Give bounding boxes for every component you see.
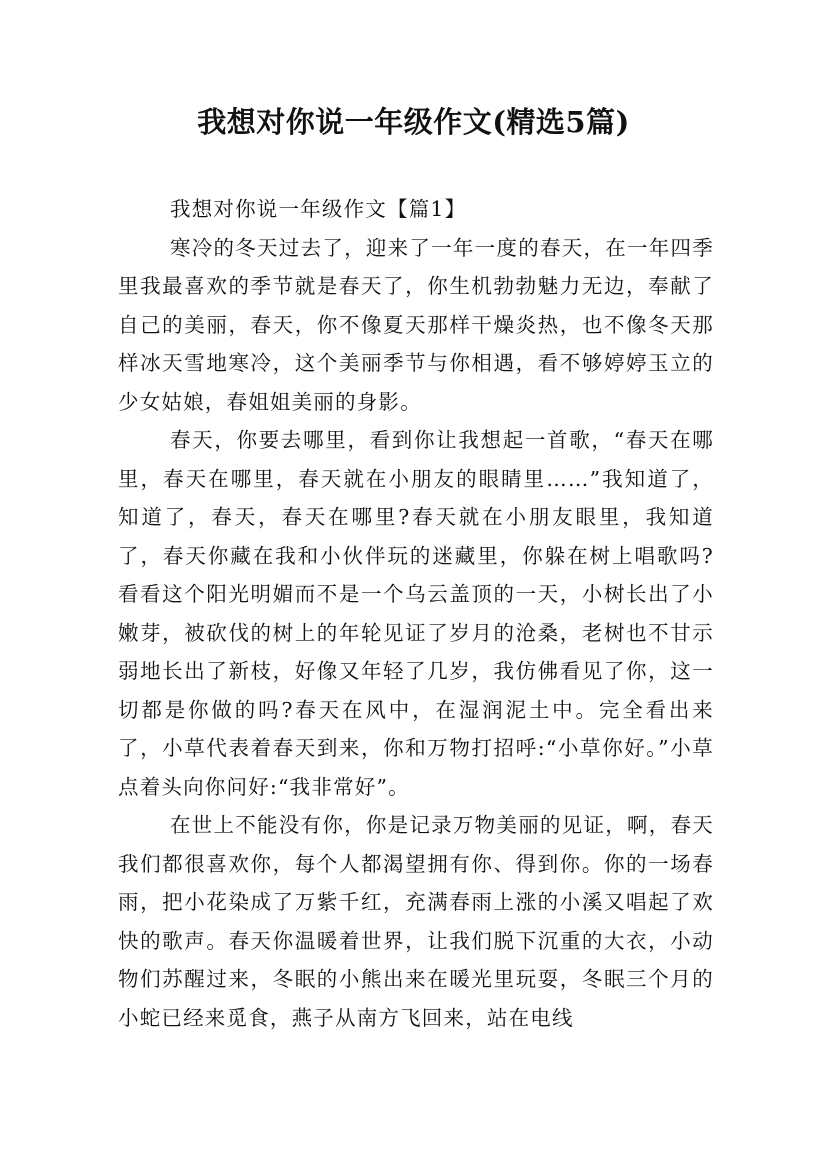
paragraph-3: 在世上不能没有你，你是记录万物美丽的见证，啊，春天我们都很喜欢你，每个人都渴望拥有你、得到你。你的一场春雨，把小花染成了万紫千红，充满春雨上涨的小溪又唱起了欢快的歌声。春天你温暖着世界，让我们脱下沉重的大衣，小动物们苏醒过来，冬眠的小熊出来在暖光里玩耍，冬眠三个月的小蛇已经来觅食，燕子从南方飞回来，站在电线	[118, 813, 714, 1030]
document-body	[118, 190, 714, 1037]
paragraph-1: 寒冷的冬天过去了，迎来了一年一度的春天，在一年四季里我最喜欢的季节就是春天了，你生机勃勃魅力无边，奉献了自己的美丽，春天，你不像夏天那样干燥炎热，也不像冬天那样冰天雪地寒冷，这个美丽季节与你相遇，看不够婷婷玉立的少女姑娘，春姐姐美丽的身影。	[118, 235, 714, 414]
paragraph-2: 春天，你要去哪里，看到你让我想起一首歌，“春天在哪里，春天在哪里，春天就在小朋友的眼睛里……”我知道了，知道了，春天，春天在哪里?春天就在小朋友眼里，我知道了，春天你藏在我和小伙伴玩的迷藏里，你躲在树上唱歌吗?看看这个阳光明媚而不是一个乌云盖顶的一天，小树长出了小嫩芽，被砍伐的树上的年轮见证了岁月的沧桑，老树也不甘示弱地长出了新枝，好像又年轻了几岁，我仿佛看见了你，这一切都是你做的吗?春天在风中，在湿润泥土中。完全看出来了，小草代表着春天到来，你和万物打招呼:“小草你好。”小草点着头向你问好:“我非常好”。	[118, 428, 714, 799]
document-title: 我想对你说一年级作文(精选5篇)	[197, 105, 630, 139]
section-heading: 我想对你说一年级作文【篇1】	[170, 197, 467, 221]
